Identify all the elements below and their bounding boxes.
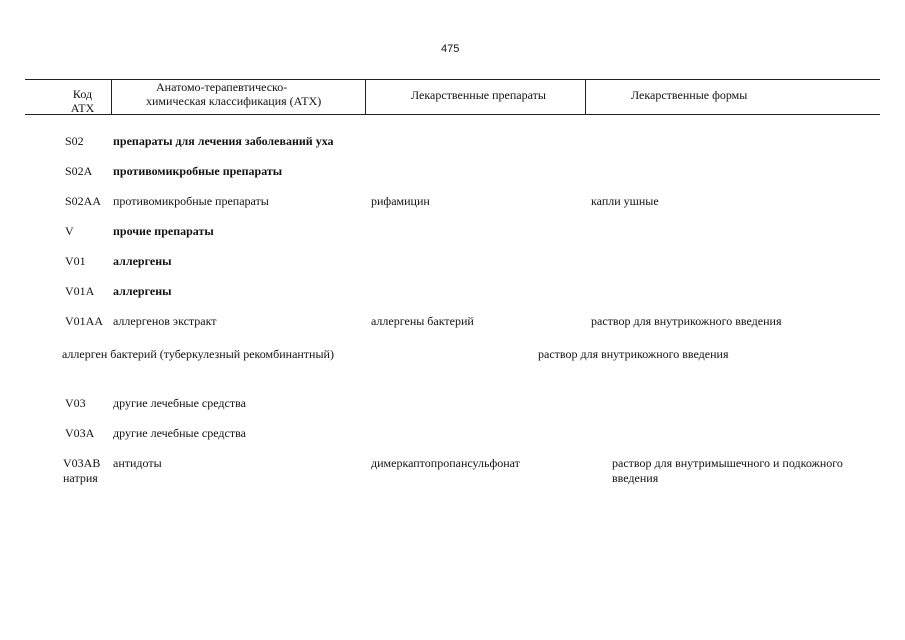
row-name: противомикробные препараты xyxy=(113,164,283,178)
row-name: другие лечебные средства xyxy=(113,426,246,440)
header-drugs: Лекарственные препараты xyxy=(411,88,546,102)
row-name: антидоты xyxy=(113,456,162,470)
header-forms: Лекарственные формы xyxy=(631,88,748,102)
row-drug: аллерген бактерий (туберкулезный рекомбинантный) xyxy=(62,347,334,361)
header-divider-1 xyxy=(111,79,112,114)
row-name: аллергенов экстракт xyxy=(113,314,217,328)
header-atc-line1: Анатомо-терапевтическо- xyxy=(156,80,288,94)
row-form: раствор для внутрикожного введения xyxy=(591,314,782,328)
row-code: S02 xyxy=(65,134,84,148)
row-code: S02A xyxy=(65,164,93,178)
row-code: V03AB xyxy=(63,456,101,470)
row-drug: рифамицин xyxy=(371,194,430,208)
row-drug: димеркаптопропансульфонат xyxy=(371,456,520,470)
row-form-line1: раствор для внутримышечного и подкожного xyxy=(612,456,843,470)
row-drug-continuation: натрия xyxy=(63,471,98,485)
header-code-line1: Код xyxy=(72,87,93,101)
row-code: V xyxy=(65,224,74,238)
header-code-line2: АТХ xyxy=(70,101,95,115)
row-name: аллергены xyxy=(113,254,172,268)
row-form: раствор для внутрикожного введения xyxy=(538,347,729,361)
row-drug: аллергены бактерий xyxy=(371,314,474,328)
row-code: V01AA xyxy=(65,314,103,328)
header-divider-3 xyxy=(585,79,586,114)
header-top-rule xyxy=(25,79,880,80)
row-code: V01 xyxy=(65,254,86,268)
row-name: препараты для лечения заболеваний уха xyxy=(113,134,334,148)
row-name: другие лечебные средства xyxy=(113,396,246,410)
row-form: капли ушные xyxy=(591,194,659,208)
page-number: 475 xyxy=(441,43,460,55)
row-code: V01A xyxy=(65,284,95,298)
row-name: аллергены xyxy=(113,284,172,298)
header-atc-line2: химическая классификация (АТХ) xyxy=(146,94,322,108)
header-divider-2 xyxy=(365,79,366,114)
row-code: V03A xyxy=(65,426,95,440)
row-code: V03 xyxy=(65,396,86,410)
row-name: противомикробные препараты xyxy=(113,194,269,208)
row-name: прочие препараты xyxy=(113,224,214,238)
row-form-line2: введения xyxy=(612,471,659,485)
row-code: S02AA xyxy=(65,194,102,208)
header-bottom-rule xyxy=(25,114,880,115)
